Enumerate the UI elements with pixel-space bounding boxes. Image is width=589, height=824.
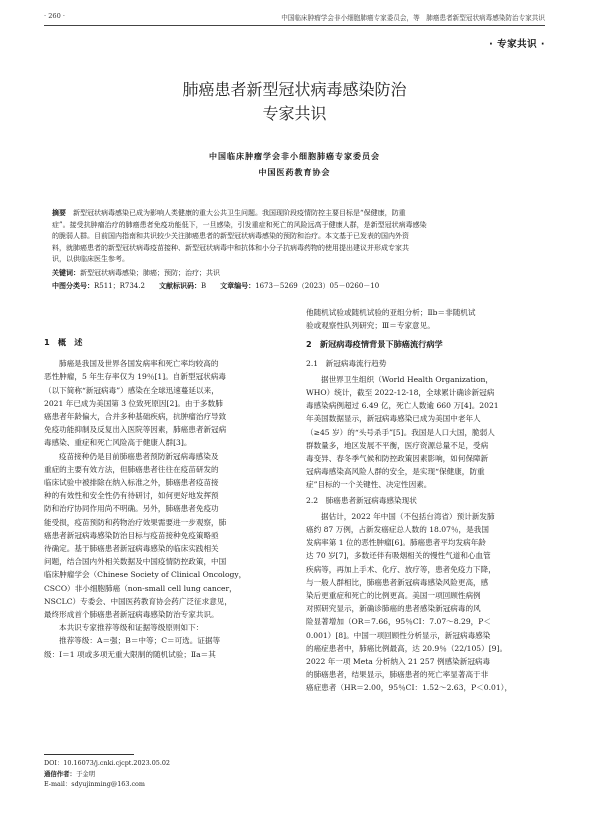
classification [52,280,538,292]
author-line-2: 中国医药教育协会 [258,167,331,177]
abstract-line: 症”。接受抗肿瘤治疗的肺癌患者免疫功能低下，一旦感染，引发重症和死亡的风险远高于健康人群，是新型冠状病毒感染 [52,220,427,229]
authors [0,148,589,180]
abstract-line: 料，就肺癌患者的新型冠状病毒疫苗接种、新型冠状病毒中和抗体和小分子抗病毒药物的使用提出建议并形成专家共 [52,243,409,252]
title-line-1: 肺癌患者新型冠状病毒感染防治 [182,80,407,99]
header-rule [44,25,545,26]
article-title [0,78,589,126]
subsection-heading: 2.1 新冠病毒流行趋势 [306,358,387,368]
abstract-line: 识，以供临床医生参考。 [52,255,129,263]
doi: DOI：10.16073/j.cnki.cjcpt.2023.05.02 [44,759,170,767]
paragraph-recommendation-levels: 本共识专家推荐等级和证据等级原则如下： 推荐等级：A＝强；B＝中等；C＝可选。证据等 级：Ⅰ＝1 项或多项无重大限制的随机试验；Ⅱa＝其 [44,623,221,659]
section-heading: 2 新冠病毒疫情背景下肺癌流行病学 [306,339,443,350]
email-link[interactable]: E-mail：sdyujinming@163.com [44,780,145,788]
clc-label: 中图分类号： [52,282,94,290]
abstract-line: 新型冠状病毒感染已成为影响人类健康的重大公共卫生问题。我国现阶段疫情防控主要目标是“保健康，防重 [73,209,406,217]
left-column [44,336,292,661]
article-number-value: 1673－5269（2023）05－0260－10 [255,282,380,290]
doc-code-label: 文献标识码： [158,282,201,290]
paragraph-overview-2: 疫苗接种仍是目前肺癌患者预防新冠病毒感染及 重症的主要有效方法，但肺癌患者往往在疫苗研发的 临床试验中被排除在纳入标准之外，肺癌患者疫苗接 种的有效性和安全性仍有待研讨，如何更好地发挥预 防和治疗协同作用尚不明确。另外，肺癌患者免疫功 能受损，疫苗预防和药物治疗效果需要进一步观察，肺 癌患者新冠病毒感染防治目标与疫苗接种免疫策略亟 待确定。基于肺癌患者新冠病毒感染的临床实践相关 问题，结合国内外相关数据及中国疫情防控政策，中国 临床肿瘤学会（Chinese Society of Clinical Oncology， CSCO）非小细胞肺癌（non-small cell lung cancer， NSCLC）专委会、中国医药教育协会药广泛征求意见， 最终形成首个肺癌患者新冠病毒感染防治专家共识。 [44,451,247,620]
doc-code-value: B [200,282,207,290]
paragraph-evidence-levels-cont: 他随机试验或随机试验的亚组分析；Ⅱb＝非随机试 验或观察性队列研究；Ⅲ＝专家意见。 [306,308,476,331]
subsection-heading: 2.2 肺癌患者新冠病毒感染现状 [306,495,417,505]
clc-value: R511；R734.2 [94,282,145,290]
title-line-2: 专家共识 [262,104,327,123]
keywords [52,267,538,279]
abstract-line: 的脆弱人群。目前国内指南和共识较少关注肺癌患者的新型冠状病毒感染的预防和治疗。本文基于已发表的国内外资 [52,232,409,240]
paragraph-lung-cancer-infection: 据估计，2022 年中国（不包括台湾省）预计新发肺 癌约 87 万例，占新发癌症总人数的 18.07％，是我国 发病率第 1 位的恶性肿瘤[6]。肺癌患者平均发病年龄 达 70 岁[7]，多数还伴有吸烟相关的慢性气道和心血管 疾病等，再加上手术、化疗、放疗等，患者免疫力下降， 与一般人群相比，肺癌患者新冠病毒感染风险更高，感 染后更重症和死亡的比例更高。美国一项回顾性病例 对照研究显示，新确诊肺癌的患者感染新冠病毒的风 险显著增加（OR＝7.66，95％CI：7.07～8.29，P＜ 0.001）[8]。中国一项回顾性分析显示，新冠病毒感染 的癌症患者中，肺癌比例最高，达 20.9％（22/105）[9]。 2022 年一项 Meta 分析纳入 21 257 例感染新冠病毒 的肺癌患者，结果显示，肺癌患者的死亡率显著高于非 癌症患者（HR＝2.00，95％CI：1.52～2.63，P＜0.01）， [306,511,513,693]
corresponding-author-name: 于金明 [75,769,96,778]
abstract-label: 摘要 [52,209,66,217]
section-heading: 1 概 述 [44,337,83,347]
corresponding-author-label: 通信作者： [44,769,76,778]
running-header [44,10,545,24]
abstract [52,208,538,266]
keywords-value: 新型冠状病毒感染；肺癌；预防；治疗；共识 [80,269,220,277]
footnote-rule [44,754,134,755]
page-number: · 260 · [44,12,65,20]
footnote [44,758,284,790]
running-title: 中国临床肿瘤学会非小细胞肺癌专家委员会，等 肺癌患者新型冠状病毒感染防治专家共识 [281,14,545,22]
paragraph-epidemic-trend: 据世界卫生组织（World Health Organization， WHO）统计，截至 2022-12-18，全球累计确诊新冠病 毒感染病例超过 6.49 亿，死亡人数逾 660 万[4]。2021 年美国数据显示，新冠病毒感染已成为美国中老年人 （≥45 岁）的“头号杀手”[5]。我国是人口大国，脆弱人 群数量多，地区发展不平衡，医疗资源总量不足，受病 毒变异、春冬季气候和防控政策因素影响，如何保障新 冠病毒感染高风险人群的安全，是实现“保健康，防重 症”目标的一个关键性、决定性因素。 [306,374,499,490]
author-line-1: 中国临床肿瘤学会非小细胞肺癌专家委员会 [209,151,380,161]
paragraph-overview-1: 肺癌是我国及世界各国发病率和死亡率均较高的 恶性肿瘤，5 年生存率仅为 19％[1]。自新型冠状病毒 （以下简称“新冠病毒”）感染在全球迅速蔓延以来， 2021 年已成为美国第 3 位致死原因[2]。由于多数肺 癌患者年龄偏大，合并多种基础疾病，抗肿瘤治疗导致 免疫功能抑制及反复出入医院等因素，肺癌患者新冠病 毒感染、重症和死亡风险高于健康人群[3]。 [44,359,227,448]
right-column [306,306,554,695]
keywords-label: 关键词： [52,269,80,277]
article-number-label: 文章编号： [220,282,256,290]
section-tag: · 专家共识 · [489,39,545,50]
